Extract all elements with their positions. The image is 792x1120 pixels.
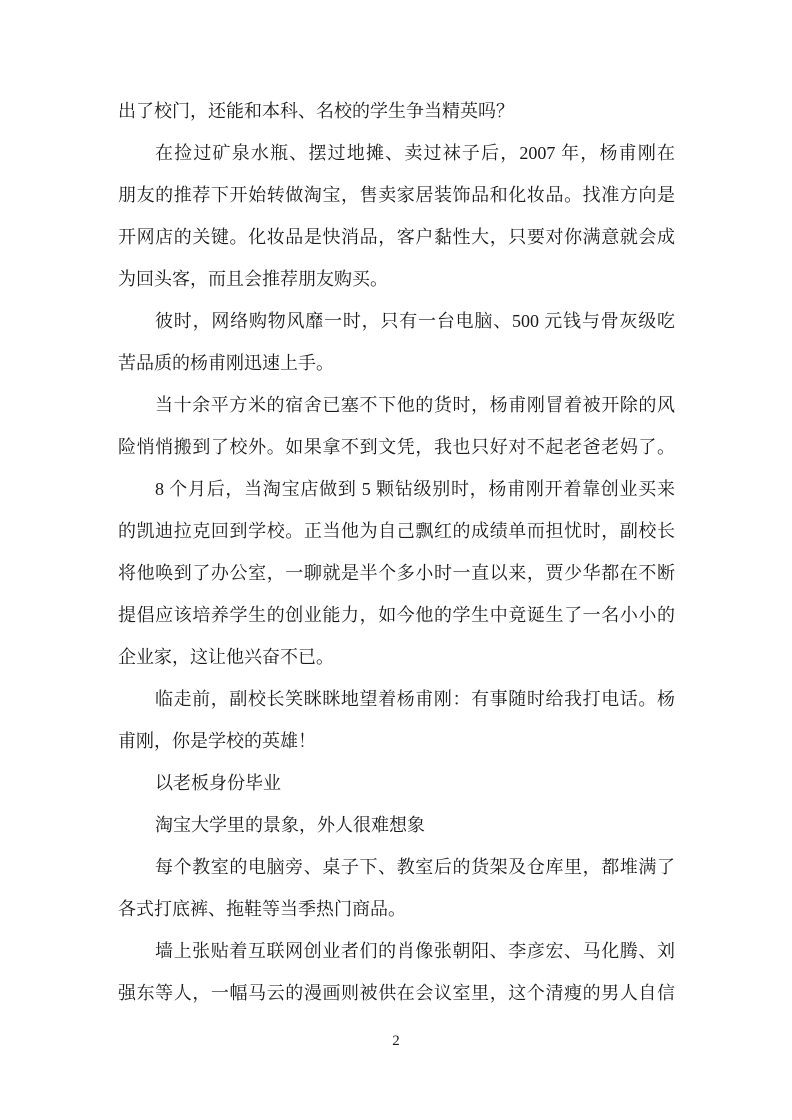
text-line: 当十余平方米的宿舍已塞不下他的货时，杨甫刚冒着被开除的风: [155, 395, 675, 415]
text-line: 彼时，网络购物风靡一时，只有一台电脑、500 元钱与骨灰级吃: [155, 311, 675, 331]
text-line: 在捡过矿泉水瓶、摆过地摊、卖过袜子后，2007 年，杨甫刚在: [155, 143, 675, 163]
text-line: 以老板身份毕业: [155, 773, 281, 793]
text-line: 将他唤到了办公室，一聊就是半个多小时一直以来，贾少华都在不断: [118, 563, 675, 583]
text-line: 甫刚，你是学校的英雄！: [118, 731, 316, 751]
text-line: 墙上张贴着互联网创业者们的肖像张朝阳、李彦宏、马化腾、刘: [155, 941, 675, 961]
text-line: 强东等人，一幅马云的漫画则被供在会议室里，这个清瘦的男人自信: [118, 983, 675, 1003]
text-line: 企业家，这让他兴奋不已。: [118, 647, 334, 667]
text-line: 8 个月后，当淘宝店做到 5 颗钻级别时，杨甫刚开着靠创业买来: [155, 479, 675, 499]
text-line: 每个教室的电脑旁、桌子下、教室后的货架及仓库里，都堆满了: [155, 857, 675, 877]
text-line: 出了校门，还能和本科、名校的学生争当精英吗？: [118, 101, 514, 121]
text-line: 开网店的关键。化妆品是快消品，客户黏性大，只要对你满意就会成: [118, 227, 675, 247]
text-line: 提倡应该培养学生的创业能力，如今他的学生中竟诞生了一名小小的: [118, 605, 675, 625]
text-line: 险悄悄搬到了校外。如果拿不到文凭，我也只好对不起老爸老妈了。: [118, 437, 675, 457]
text-line: 各式打底裤、拖鞋等当季热门商品。: [118, 899, 406, 919]
text-line: 为回头客，而且会推荐朋友购买。: [118, 269, 388, 289]
page-number: 2: [392, 1033, 400, 1049]
text-line: 的凯迪拉克回到学校。正当他为自己飘红的成绩单而担忧时，副校长: [118, 521, 675, 541]
document-body: [118, 90, 675, 1014]
page-footer: [0, 1032, 792, 1050]
text-line: 苦品质的杨甫刚迅速上手。: [118, 353, 334, 373]
text-line: 朋友的推荐下开始转做淘宝，售卖家居装饰品和化妆品。找准方向是: [118, 185, 675, 205]
text-line: 淘宝大学里的景象，外人很难想象: [155, 815, 425, 835]
text-line: 临走前，副校长笑眯眯地望着杨甫刚：有事随时给我打电话。杨: [155, 689, 675, 709]
